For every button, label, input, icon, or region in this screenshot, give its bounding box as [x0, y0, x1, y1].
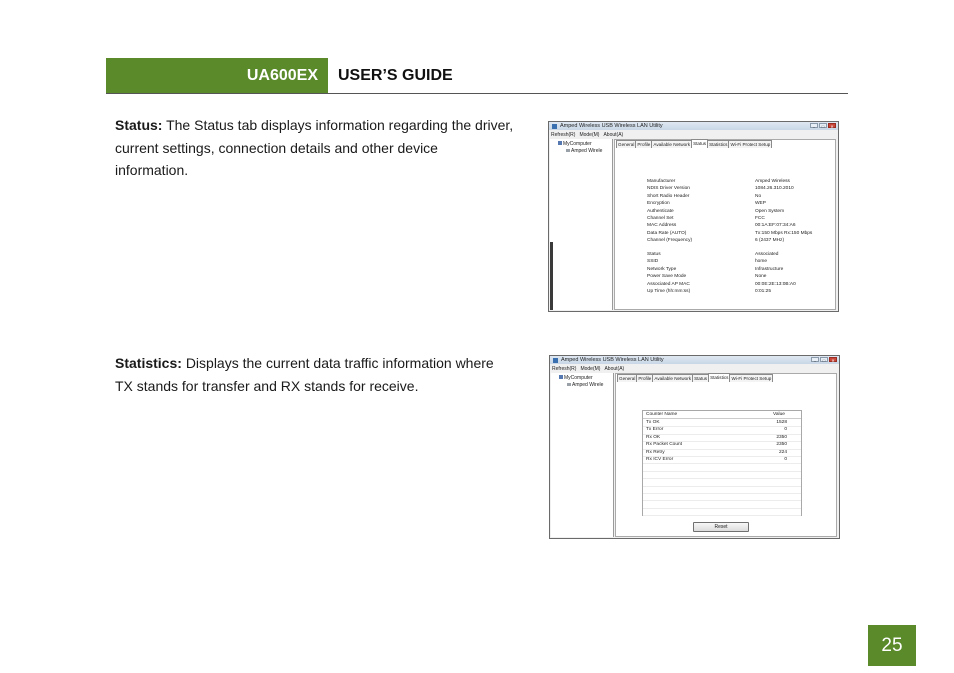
status-line-2: current settings, connection details and other device — [115, 139, 438, 156]
status-field-label: Authenticate — [647, 208, 674, 214]
tree-root-label: MyComputer — [564, 375, 593, 381]
status-field-value: 1084.26.310.2010 — [755, 186, 794, 192]
window-titlebar — [550, 356, 839, 364]
menu-refresh[interactable]: Refresh(R) — [552, 366, 577, 372]
device-tree — [550, 139, 613, 310]
tab-general[interactable]: General — [619, 376, 636, 381]
page-number: 25 — [868, 625, 916, 666]
model-name: UA600EX — [246, 66, 318, 84]
maximize-icon[interactable]: □ — [820, 357, 828, 362]
status-field-label: Short Radio Header — [647, 193, 690, 199]
computer-icon — [559, 375, 563, 379]
tree-child-label: Amped Wirele — [572, 382, 604, 388]
app-icon — [553, 358, 558, 363]
menu-about[interactable]: About(A) — [604, 366, 625, 372]
status-line-1: The Status tab displays information regarding the driver, — [166, 117, 514, 133]
app-icon — [552, 124, 557, 129]
counter-value: 0 — [784, 427, 787, 433]
header-divider — [106, 93, 848, 94]
tree-node-mycomputer[interactable] — [559, 375, 593, 381]
model-banner — [106, 58, 328, 93]
tree-scrollbar[interactable] — [550, 242, 553, 310]
column-counter-name[interactable]: Counter Name — [646, 412, 678, 417]
counter-value: 2350 — [776, 434, 787, 440]
status-window-screenshot — [548, 121, 839, 312]
tree-node-adapter[interactable] — [566, 148, 602, 154]
counter-list[interactable] — [642, 410, 802, 516]
status-field-value: 6 (2437 MHz) — [755, 238, 785, 244]
counter-value: 2350 — [776, 442, 787, 448]
tree-node-mycomputer[interactable] — [558, 141, 592, 147]
counter-name: Tx OK — [646, 420, 660, 425]
status-field-value: FCC — [755, 216, 765, 221]
status-field-value: 00:0E:2E:13:0B:A0 — [755, 281, 796, 287]
status-field-value: Infrastructure — [755, 266, 784, 272]
status-field-value: Amped Wireless — [755, 179, 790, 184]
tree-root-label: MyComputer — [563, 141, 592, 147]
minimize-icon[interactable]: – — [811, 357, 819, 362]
counter-value: 1528 — [776, 420, 787, 425]
maximize-icon[interactable]: □ — [819, 123, 827, 128]
window-titlebar — [549, 122, 838, 130]
status-paragraph — [115, 114, 537, 182]
tab-available-network[interactable]: Available Network — [653, 142, 691, 147]
status-field-label: NDIS Driver Version — [647, 186, 690, 192]
wireless-adapter-icon — [567, 383, 571, 386]
counter-name: Rx Retry — [646, 449, 665, 455]
counter-value: 224 — [778, 449, 787, 455]
window-title: Amped Wireless USB Wireless LAN Utility — [560, 123, 663, 129]
minimize-icon[interactable]: – — [810, 123, 818, 128]
status-field-value: None — [755, 274, 767, 280]
menu-refresh[interactable]: Refresh(R) — [551, 132, 576, 138]
status-field-value: Open System — [755, 208, 785, 214]
counter-name: Rx ICV Error — [646, 457, 674, 462]
statistics-line-2: TX stands for transfer and RX stands for receive. — [115, 377, 419, 394]
status-field-value: 0:01:25 — [755, 289, 772, 294]
tab-strip — [617, 374, 772, 382]
status-field-value: 00:1A:EF:07:34:A6 — [755, 223, 796, 229]
guide-title: USER’S GUIDE — [338, 66, 453, 84]
tab-wifi-protect-setup[interactable]: Wi-Fi Protect Setup — [731, 376, 772, 381]
tab-profile[interactable]: Profile — [638, 376, 652, 381]
status-field-value: Tx:150 Mbps Rx:150 Mbps — [755, 230, 813, 236]
menu-mode[interactable]: Mode(M) — [579, 132, 600, 138]
status-field-value: home — [755, 259, 767, 265]
menu-mode[interactable]: Mode(M) — [580, 366, 601, 372]
statistics-heading: Statistics: — [115, 355, 182, 371]
status-field-label: Channel (Frequency) — [647, 238, 693, 244]
status-field-label: SSID — [647, 259, 659, 265]
status-field-value: No — [755, 193, 762, 199]
status-field-label: Channel Set — [647, 216, 674, 221]
menu-bar — [551, 132, 623, 138]
statistics-line-1: Displays the current data traffic information where — [185, 355, 494, 371]
counter-name: Rx OK — [646, 434, 661, 440]
close-icon[interactable]: ✕ — [828, 123, 836, 128]
counter-value: 0 — [784, 457, 787, 462]
close-icon[interactable]: ✕ — [829, 357, 837, 362]
statistics-paragraph — [115, 352, 537, 397]
status-field-label: Manufacturer — [647, 179, 676, 184]
status-field-label: Up Time (hh:mm:ss) — [647, 289, 691, 294]
status-heading: Status: — [115, 117, 163, 133]
menu-about[interactable]: About(A) — [603, 132, 624, 138]
reset-button[interactable]: Reset — [693, 522, 749, 532]
computer-icon — [558, 141, 562, 145]
status-field-label: Encryption — [647, 201, 670, 207]
status-field-label: Power Save Mode — [647, 274, 687, 280]
status-field-value: Associated — [755, 252, 779, 257]
counter-name: Tx Error — [646, 427, 664, 433]
status-field-value: WEP — [755, 201, 766, 207]
tab-wifi-protect-setup[interactable]: Wi-Fi Protect Setup — [730, 142, 771, 147]
statistics-window-screenshot — [549, 355, 840, 539]
wireless-adapter-icon — [566, 149, 570, 152]
tab-available-network[interactable]: Available Network — [654, 376, 692, 381]
status-field-label: Data Rate (AUTO) — [647, 230, 687, 236]
tab-status[interactable]: Status — [693, 141, 707, 146]
tab-general[interactable]: General — [618, 142, 635, 147]
table-row[interactable] — [643, 508, 801, 516]
status-field-label: MAC Address — [647, 223, 677, 229]
column-value[interactable]: Value — [773, 412, 785, 417]
menu-bar — [552, 366, 624, 372]
device-tree — [551, 373, 614, 537]
status-field-label: Associated AP MAC — [647, 281, 690, 287]
status-line-3: information. — [115, 162, 189, 178]
tab-statistics[interactable]: Statistics — [709, 142, 728, 147]
counter-name: Rx Packet Count — [646, 442, 682, 448]
tab-status[interactable]: Status — [694, 376, 708, 381]
status-field-label: Network Type — [647, 266, 677, 272]
window-title: Amped Wireless USB Wireless LAN Utility — [561, 357, 664, 363]
tab-profile[interactable]: Profile — [637, 142, 651, 147]
counter-list-header — [643, 411, 801, 419]
tree-node-adapter[interactable] — [567, 382, 603, 388]
status-field-label: Status — [647, 252, 661, 257]
tree-child-label: Amped Wirele — [571, 148, 603, 154]
tab-strip — [616, 140, 771, 148]
tab-statistics[interactable]: Statistics — [710, 375, 729, 380]
